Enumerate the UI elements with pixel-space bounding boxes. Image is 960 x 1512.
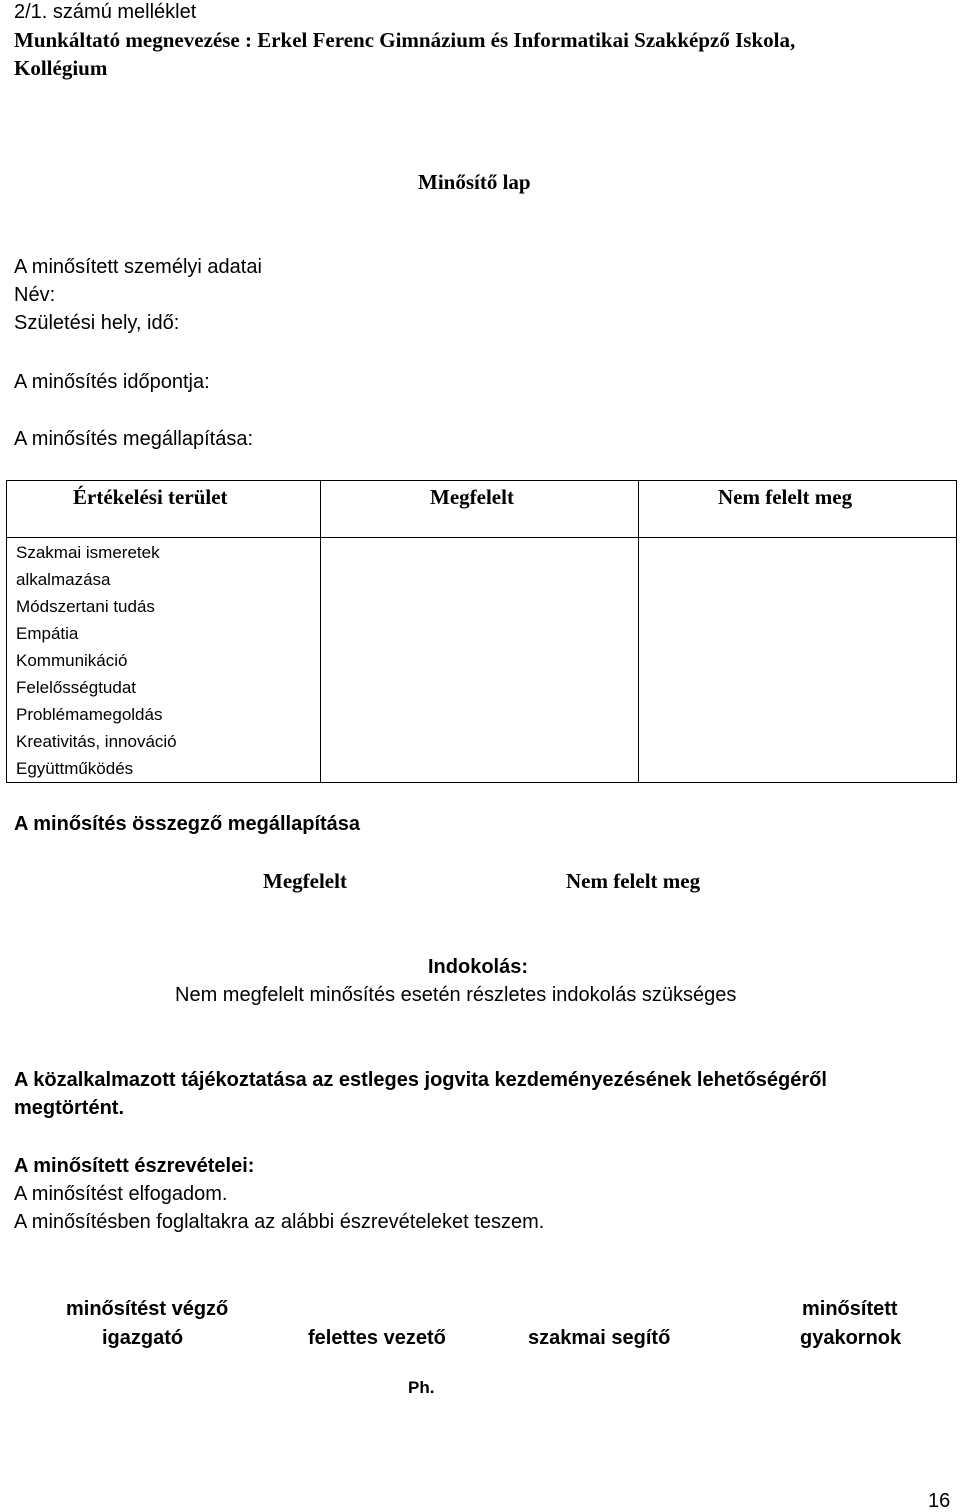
signature-supervisor: felettes vezető (308, 1327, 446, 1349)
summary-heading: A minősítés összegző megállapítása (14, 813, 361, 835)
area-item: Szakmai ismeretek (16, 543, 160, 562)
employer-line-2: Kollégium (14, 56, 108, 80)
signature-mentor: szakmai segítő (528, 1327, 671, 1349)
area-item: Empátia (16, 624, 79, 643)
summary-pass: Megfelelt (263, 869, 347, 893)
annex-label: 2/1. számú melléklet (14, 1, 197, 23)
signature-trainee-line-1: minősített (802, 1298, 898, 1320)
date-label: A minősítés időpontja: (14, 371, 210, 393)
area-item: Felelősségtudat (16, 678, 137, 697)
summary-fail: Nem felelt meg (566, 869, 701, 893)
remarks-accept: A minősítést elfogadom. (14, 1183, 228, 1205)
stamp-label: Ph. (408, 1378, 435, 1397)
page-title: Minősítő lap (418, 170, 531, 194)
signature-principal-line-2: igazgató (102, 1327, 184, 1349)
header-pass: Megfelelt (430, 485, 514, 509)
name-label: Név: (14, 284, 56, 306)
remarks-comments: A minősítésben foglaltakra az alábbi észrevételeket teszem. (14, 1211, 545, 1233)
area-item: Kommunikáció (16, 651, 128, 670)
notice-line-2: megtörtént. (14, 1097, 124, 1119)
header-area: Értékelési terület (73, 485, 228, 509)
area-item: alkalmazása (16, 570, 111, 589)
area-item: Módszertani tudás (16, 597, 155, 616)
employer-line-1: Munkáltató megnevezése : Erkel Ferenc Gimnázium és Informatikai Szakképző Iskola, (14, 28, 796, 52)
personal-heading: A minősített személyi adatai (14, 256, 262, 278)
area-item: Kreativitás, innováció (16, 732, 177, 751)
area-item: Problémamegoldás (16, 705, 163, 724)
birth-label: Születési hely, idő: (14, 312, 180, 334)
notice-line-1: A közalkalmazott tájékoztatása az estleges jogvita kezdeményezésének lehetőségéről (14, 1069, 827, 1091)
justification-text: Nem megfelelt minősítés esetén részletes indokolás szükséges (175, 984, 737, 1006)
findings-label: A minősítés megállapítása: (14, 428, 254, 450)
justification-heading: Indokolás: (428, 956, 529, 978)
signature-trainee-line-2: gyakornok (800, 1327, 902, 1349)
remarks-heading: A minősített észrevételei: (14, 1155, 255, 1177)
area-item: Együttműködés (16, 759, 134, 778)
signature-principal-line-1: minősítést végző (66, 1298, 229, 1320)
page-number: 16 (928, 1490, 951, 1512)
header-fail: Nem felelt meg (718, 485, 853, 509)
